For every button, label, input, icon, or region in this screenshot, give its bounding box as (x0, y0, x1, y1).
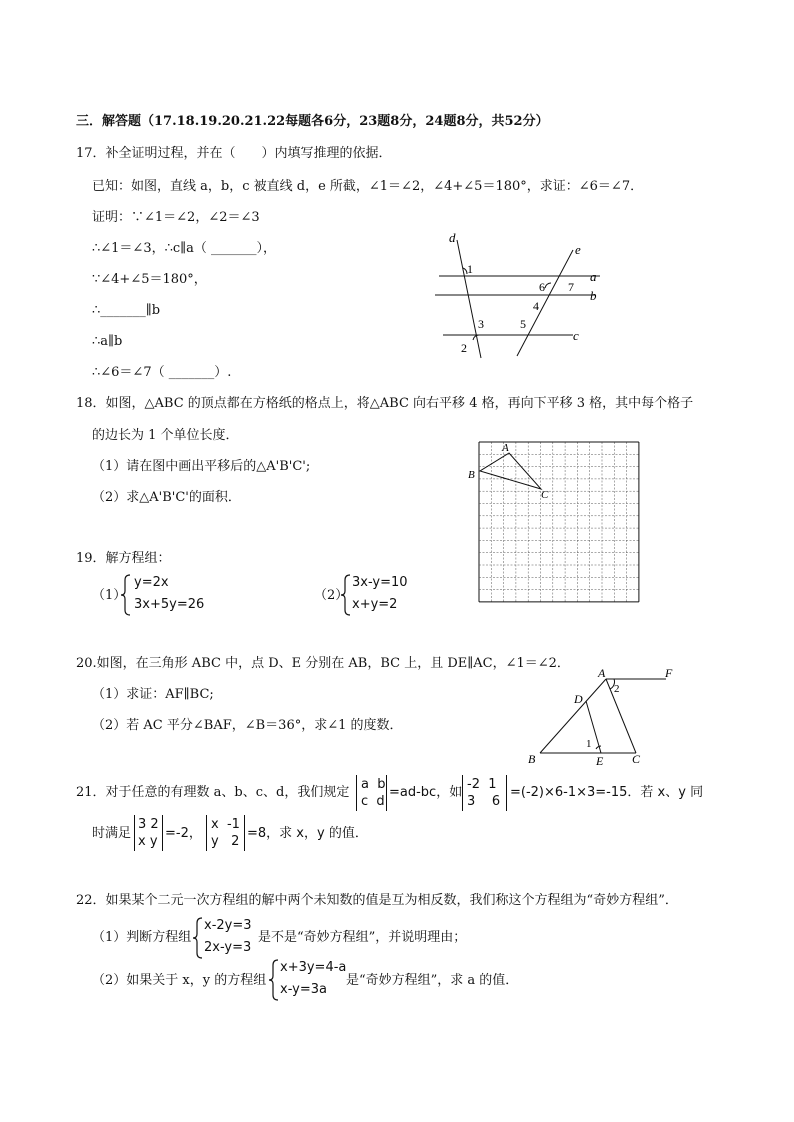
q17-proof-line: ∵∠4+∠5＝180°， (92, 272, 207, 287)
brace-icon (120, 574, 132, 616)
det4-row2 (211, 833, 239, 850)
q20-stem: 20.如图，在三角形 ABC 中，点 D、E 分别在 AB，BC 上，且 DE∥AC，∠1＝∠2． (76, 656, 570, 671)
q22-p1-eq1: x-2y=3 (204, 918, 252, 933)
q19-p1-eq2: 3x+5y=26 (134, 597, 205, 612)
label-c: c (573, 328, 579, 343)
angle-1: 1 (586, 738, 592, 750)
det1-a: a (361, 777, 369, 792)
det2-row1 (467, 776, 497, 793)
angle-6: 6 (539, 280, 545, 294)
q21-def: =ad-bc，如 (389, 785, 463, 800)
q22-p2-post: 是“奇妙方程组”，求 a 的值． (346, 973, 519, 988)
det-bar (134, 815, 135, 851)
q22-p1-pre: （1）判断方程组 (92, 930, 192, 945)
q19-p2-label: （2） (314, 588, 349, 603)
det2-a: -2 (467, 777, 480, 792)
angle-1: 1 (467, 262, 473, 276)
q21-eq1: =-2， (165, 826, 202, 841)
det1-row2 (361, 793, 385, 810)
q17-stem: 17．补全证明过程，并在（ ）内填写推理的依据． (76, 146, 392, 161)
det3-d: y (149, 834, 158, 849)
det2-c: 3 (467, 794, 476, 809)
q19-p2-eq1: 3x-y=10 (352, 575, 408, 590)
angle-5: 5 (520, 317, 526, 331)
angle-2: 2 (614, 683, 620, 695)
det1-c: c (361, 794, 369, 809)
q22-p2-eq1: x+3y=4-a (280, 960, 347, 975)
q20-figure (524, 665, 684, 770)
segment-ba (540, 679, 606, 753)
angle-4: 4 (533, 299, 539, 313)
q22-p2-pre: （2）如果关于 x，y 的方程组 (92, 973, 267, 988)
det2-row2 (467, 793, 500, 810)
q22-p1-eq2: 2x-y=3 (204, 940, 252, 955)
section-title: 三．解答题（17.18.19.20.21.22每题各6分，23题8分，24题8分，共52分） (76, 114, 549, 129)
det2-d: 6 (491, 794, 501, 809)
det4-a: x (211, 817, 219, 832)
q21-eq2: =8，求 x，y 的值． (247, 826, 368, 841)
q18-part2: （2）求△A'B'C'的面积． (92, 490, 241, 505)
q22-p1-post: 是不是“奇妙方程组”，并说明理由； (258, 930, 467, 945)
angle-3: 3 (478, 317, 484, 331)
det-bar (506, 775, 507, 811)
label-E: E (596, 754, 604, 768)
det3-b: 2 (150, 817, 159, 832)
line-e (517, 250, 573, 356)
det-bar (462, 775, 463, 811)
q18-grid-figure (465, 438, 645, 603)
q18-part1: （1）请在图中画出平移后的△A'B'C'; (92, 459, 311, 474)
det3-c: x (138, 834, 146, 849)
grid-lines (479, 442, 639, 602)
det-bar (162, 815, 163, 851)
det3-a: 3 (138, 817, 147, 832)
label-d: d (449, 230, 456, 245)
q17-proof-line: ∴a∥b (92, 334, 123, 349)
q18-stem-2: 的边长为 1 个单位长度． (92, 428, 239, 443)
det4-b: -1 (226, 817, 240, 832)
label-e: e (575, 242, 581, 257)
det2-b: 1 (488, 777, 497, 792)
angle-2: 2 (461, 341, 467, 355)
q21-example: =(-2)×6-1×3=-15．若 x、y 同 (510, 785, 704, 800)
brace-icon (340, 574, 352, 616)
q17-proof-line: 证明：∵∠1＝∠2，∠2＝∠3 (92, 210, 260, 225)
q17-proof-line: ∴_______∥b (92, 303, 161, 318)
det3-row2 (138, 833, 158, 850)
label-A: A (502, 442, 509, 454)
label-C: C (632, 752, 641, 766)
q19-p1-label: （1） (92, 588, 127, 603)
q20-part1: （1）求证：AF∥BC; (92, 687, 214, 702)
det1-d: d (376, 794, 385, 809)
det-bar (206, 815, 207, 851)
label-B: B (468, 469, 475, 481)
det3-row1 (138, 816, 159, 833)
det4-row1 (211, 816, 240, 833)
q17-proof-line: ∴∠1＝∠3，∴c∥a（ _______）， (92, 241, 277, 256)
triangle-abc (480, 453, 541, 489)
q18-stem: 18．如图，△ABC 的顶点都在方格纸的格点上，将△ABC 向右平移 4 格，再向下平移 3 格，其中每个格子 (76, 396, 694, 411)
label-F: F (665, 666, 673, 680)
label-B: B (528, 752, 536, 766)
q21-line2: 时满足 (92, 826, 132, 841)
q20-part2: （2）若 AC 平分∠BAF，∠B＝36°，求∠1 的度数． (92, 718, 403, 733)
det-bar (386, 775, 387, 811)
label-A: A (598, 666, 606, 680)
q19-p1-eq1: y=2x (134, 575, 169, 590)
q19-p2-eq2: x+y=2 (352, 597, 398, 612)
q21-pre: 21．对于任意的有理数 a、b、c、d，我们规定 (76, 785, 350, 800)
det-bar (244, 815, 245, 851)
label-b: b (590, 288, 597, 303)
q19-stem: 19．解方程组： (76, 551, 171, 566)
det4-c: y (211, 834, 219, 849)
brace-icon (192, 917, 204, 959)
q17-proof-line: ∴∠6＝∠7（ _______）. (92, 365, 232, 380)
q17-given: 已知：如图，直线 a，b，c 被直线 d，e 所截，∠1＝∠2，∠4+∠5＝180°，求证：∠6＝∠7． (92, 179, 644, 194)
q22-p2-eq2: x-y=3a (280, 982, 327, 997)
q17-figure (425, 228, 615, 363)
q22-stem: 22．如果某个二元一次方程组的解中两个未知数的值是互为相反数，我们称这个方程组为“奇妙方程组”． (76, 893, 678, 908)
det1-row1 (361, 776, 386, 793)
brace-icon (268, 959, 280, 1001)
det1-b: b (377, 777, 386, 792)
segment-ac (606, 679, 636, 753)
angle-7: 7 (568, 280, 574, 294)
det4-d: 2 (231, 834, 240, 849)
label-a: a (590, 269, 597, 284)
label-C: C (541, 489, 549, 501)
label-D: D (574, 692, 583, 706)
det-bar (356, 775, 357, 811)
